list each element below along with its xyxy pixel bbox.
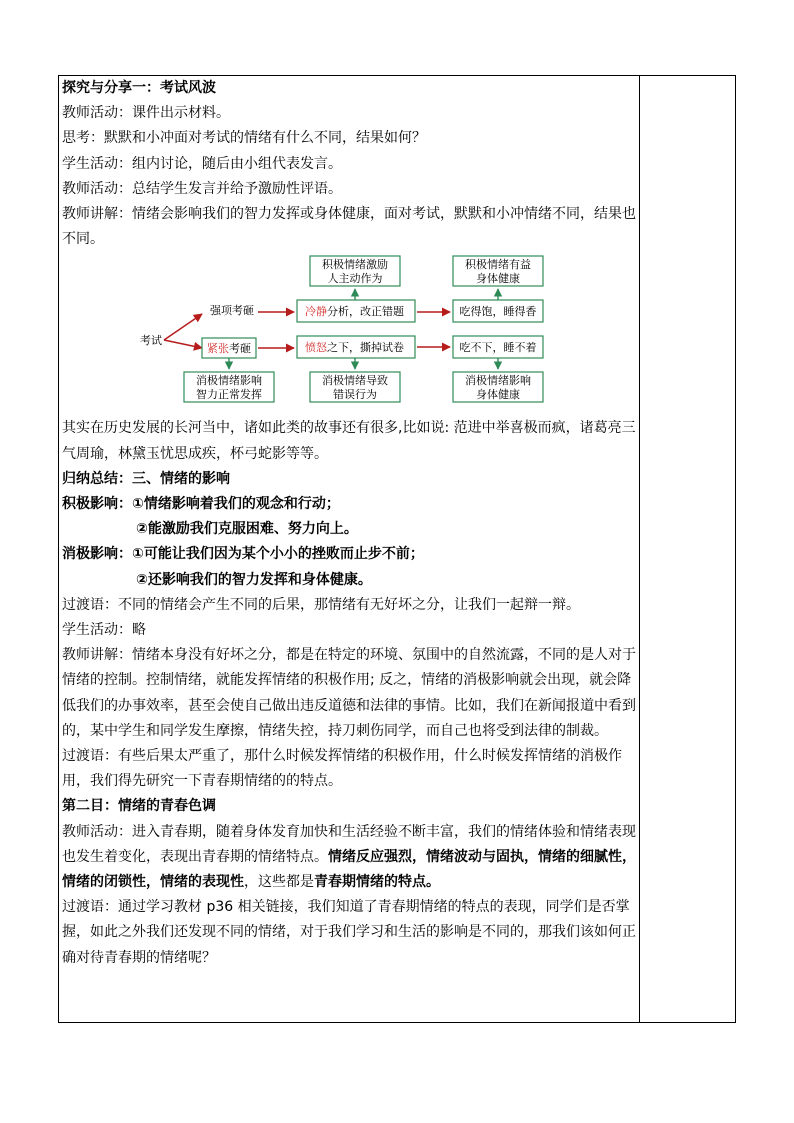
mid-bottom-rest: 之下，撕掉试卷 (327, 341, 404, 355)
box-bottom-left-line2: 智力正常发挥 (196, 388, 262, 402)
box-bottom-right-line2: 身体健康 (476, 388, 520, 402)
branch-arrow-bottom (164, 340, 202, 348)
teacher-explain-2: 教师讲解：情绪本身没有好坏之分，都是在特定的环境、氛围中的自然流露，不同的是人对于情绪的控制。控制情绪，就能发挥情绪的积极作用; 反之，情绪的消极影响就会出现，就会降低我们的办事效率，甚至会使自己做出违反道德和法律的事情。比如，我们在新闻报道中看到的，某中学生和同学发生摩擦，情绪失控，持刀刺伤同学，而自己也将受到法律的制裁。 (62, 647, 636, 739)
root-label: 考试 (140, 334, 162, 348)
column-divider (639, 76, 640, 1022)
history-paragraph: 其实在历史发展的长河当中，诸如此类的故事还有很多,比如说: 范进中举喜极而疯，诸葛亮三气周瑜，林黛玉忧思成疾，杯弓蛇影等等。 (62, 420, 636, 462)
branch-bottom-emph: 紧张 (207, 342, 229, 356)
lesson-content (62, 76, 637, 971)
line-teacher-activity-2: 教师活动：总结学生发言并给予激励性评语。 (62, 180, 342, 197)
box-top-right-line1: 积极情绪有益 (465, 258, 531, 272)
branch-arrow-top (164, 314, 202, 340)
student-activity-2: 学生活动：略 (62, 622, 146, 639)
positive-impact-2: ②能激励我们克服困难、努力向上。 (136, 521, 358, 538)
box-top-right-line2: 身体健康 (476, 272, 520, 286)
diagram-svg (62, 252, 637, 452)
section-2-heading: 第二目：情绪的青春色调 (62, 798, 216, 815)
transition-3: 过渡语：通过学习教材 p36 相关链接，我们知道了青春期情绪的特点的表现，同学们是否掌握，如此之外我们还发现不同的情绪，对于我们学习和生活的影响是不同的，那我们该如何正确对待青春期的情绪呢？ (62, 899, 636, 966)
summary-heading: 归纳总结：三、情绪的影响 (62, 470, 230, 487)
branch-top-label: 强项考砸 (210, 304, 254, 318)
branch-bottom-rest: 考砸 (229, 342, 251, 356)
line-student-activity: 学生活动：组内讨论，随后由小组代表发言。 (62, 155, 342, 172)
lesson-table (58, 75, 736, 1023)
line-teacher-activity-1: 教师活动：课件出示材料。 (62, 105, 230, 122)
svg-text:冷静分析，改正错题 (305, 304, 404, 318)
positive-impact-1: 积极影响：①情绪影响着我们的观念和行动； (62, 496, 340, 513)
svg-text:紧张考砸 (207, 341, 251, 355)
mid-top-emph: 冷静 (305, 305, 327, 319)
box-bottom-mid-line1: 消极情绪导致 (322, 374, 388, 388)
box-bottom-left-line1: 消极情绪影响 (196, 374, 262, 388)
svg-text:愤怒之下，撕掉试卷 (305, 340, 404, 354)
transition-2: 过渡语：有些后果太严重了，那什么时候发挥情绪的积极作用，什么时候发挥情绪的消极作用，我们得先研究一下青春期情绪的的特点。 (62, 748, 622, 790)
mid-top-rest: 分析，改正错题 (327, 305, 404, 319)
box-top-left-line1: 积极情绪激励 (322, 258, 388, 272)
negative-impact-1: 消极影响：①可能让我们因为某个小小的挫败而止步不前； (62, 546, 424, 563)
emotion-flow-diagram (62, 252, 637, 452)
negative-impact-2: ②还影响我们的智力发挥和身体健康。 (136, 571, 372, 588)
right-top-label: 吃得饱，睡得香 (459, 305, 537, 319)
transition-1: 过渡语：不同的情绪会产生不同的后果，那情绪有无好坏之分，让我们一起辩一辩。 (62, 596, 580, 613)
box-bottom-mid-line2: 错误行为 (333, 388, 377, 402)
right-bottom-label: 吃不下，睡不着 (459, 341, 537, 355)
box-bottom-right-line1: 消极情绪影响 (465, 374, 531, 388)
line-teacher-explain: 教师讲解：情绪会影响我们的智力发挥或身体健康，面对考试，默默和小冲情绪不同，结果也不同。 (62, 206, 636, 248)
section-title: 探究与分享一：考试风波 (62, 80, 216, 96)
teacher-activity-3: 教师活动：进入青春期，随着身体发育加快和生活经验不断丰富，我们的情绪体验和情绪表现也发生着变化，表现出青春期的情绪特点。情绪反应强烈，情绪波动与固执，情绪的细腻性，情绪的闭锁性，情绪的表现性，这些都是青春期情绪的特点。 (62, 823, 636, 891)
line-think: 思考：默默和小冲面对考试的情绪有什么不同，结果如何？ (62, 130, 426, 147)
mid-bottom-emph: 愤怒 (305, 341, 327, 355)
box-top-left-line2: 人主动作为 (327, 272, 383, 286)
